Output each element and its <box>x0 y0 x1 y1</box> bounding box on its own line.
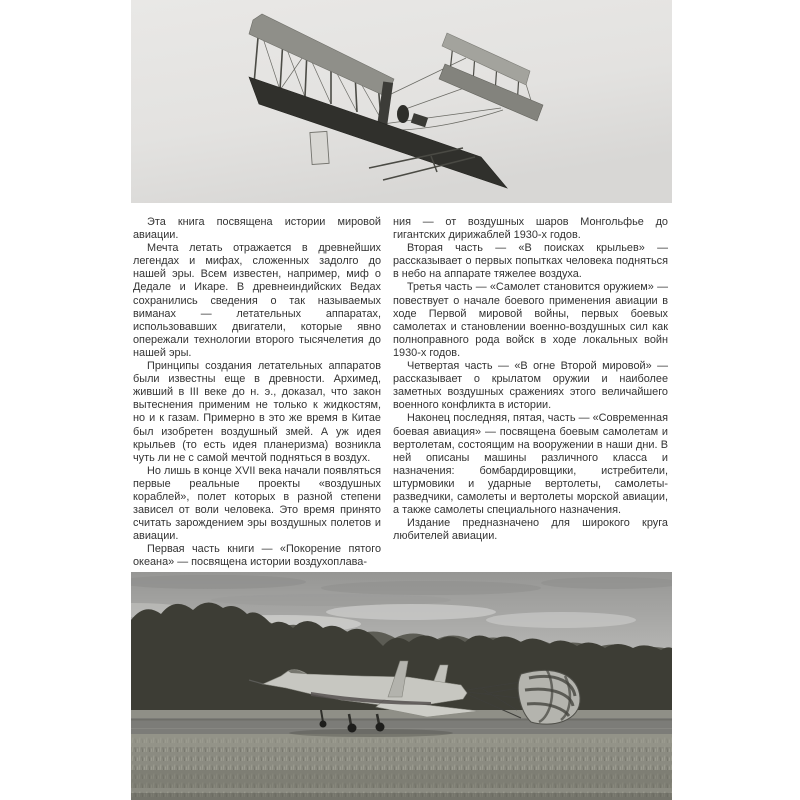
paragraph-left-2: Мечта летать отражается в древнейших легендах и мифах, сложенных задолго до нашей эры. Всем известен, например, миф о Дедале и Икаре. В древнеиндийских Ведах сохранились сведения о так называемых виманах — летательных аппаратах, использовавших двигатели, которые явно опережали технологии второго тысячелетия до нашей эры. <box>133 242 381 359</box>
pilot-figure <box>397 105 409 123</box>
wright-flyer-photo <box>131 0 672 203</box>
paragraph-left-4: Но лишь в конце XVII века начали появляться первые реальные проекты «воздушных кораблей», полет которых в разной степени зависел от воли человека. Это время принято считать зарождением эры воздушных полетов и авиации. <box>133 464 381 543</box>
jet-shadow <box>289 729 453 737</box>
runway-streak <box>131 728 672 729</box>
runway-far-edge <box>131 719 672 721</box>
mig29-landing-photo <box>131 572 672 800</box>
paragraph-right-2: Вторая часть — «В поисках крыльев» — рассказывает о первых попытках человека подняться в небо на аппарате тяжелее воздуха. <box>393 242 668 281</box>
paragraph-right-5: Наконец последняя, пятая, часть — «Современная боевая авиация» — посвящена боевым самолетам и вертолетам, состоящим на вооружении в наши дни. В ней описаны машины различного класса и назначения: бомбардировщики, истребители, штурмовики и ударные вертолеты, самолеты-разведчики, самолеты и вертолеты морской авиации, а также самолеты специального назначения. <box>393 412 668 517</box>
paragraph-right-3: Третья часть — «Самолет становится оружием» — повествует о начале боевого применения авиации в ходе Первой мировой войны, первых боевых самолетах и становлении военно-воздушных сил как полноправного рода войск в ходе локальных войн 1930-х годов. <box>393 281 668 359</box>
grass-dark-band <box>131 770 672 788</box>
sky <box>131 0 672 203</box>
text-column-right <box>393 216 668 570</box>
paragraph-left-3: Принципы создания летательных аппаратов были известны еще в древности. Архимед, живший в III веке до н. э., доказал, что закон вытеснения применим не только к жидкостям, но и к газам. Примерно в это же время в Китае был изобретен воздушный змей. А уж идея крыльев (то есть идея планеризма) возникла чуть ли не с самой мечтой подняться в воздух. <box>133 360 381 464</box>
mig29-illustration <box>131 572 672 800</box>
main-wheel-right <box>376 723 385 732</box>
paragraph-left-1: Эта книга посвящена истории мировой авиации. <box>133 216 381 242</box>
paragraph-left-5: Первая часть книги — «Покорение пятого океана» — посвящена истории воздухоплава- <box>133 543 381 569</box>
grass-bottom-shadow <box>131 793 672 800</box>
wright-flyer-illustration <box>131 0 672 203</box>
paragraph-right-1: ния — от воздушных шаров Монгольфье до гигантских дирижаблей 1930-х годов. <box>393 216 668 242</box>
nose-wheel <box>320 721 327 728</box>
paragraph-right-6: Издание предназначено для широкого круга любителей авиации. <box>393 517 668 543</box>
paragraph-right-4: Четвертая часть — «В огне Второй мировой» — рассказывает о крылатом оружии и наиболее заметных воздушных сражениях этого величайшего военного конфликта в истории. <box>393 360 668 412</box>
drag-parachute <box>518 670 580 724</box>
intro-text <box>133 216 668 570</box>
skid-panel <box>310 131 329 164</box>
main-wheel-left <box>348 724 357 733</box>
text-column-left <box>133 216 381 570</box>
